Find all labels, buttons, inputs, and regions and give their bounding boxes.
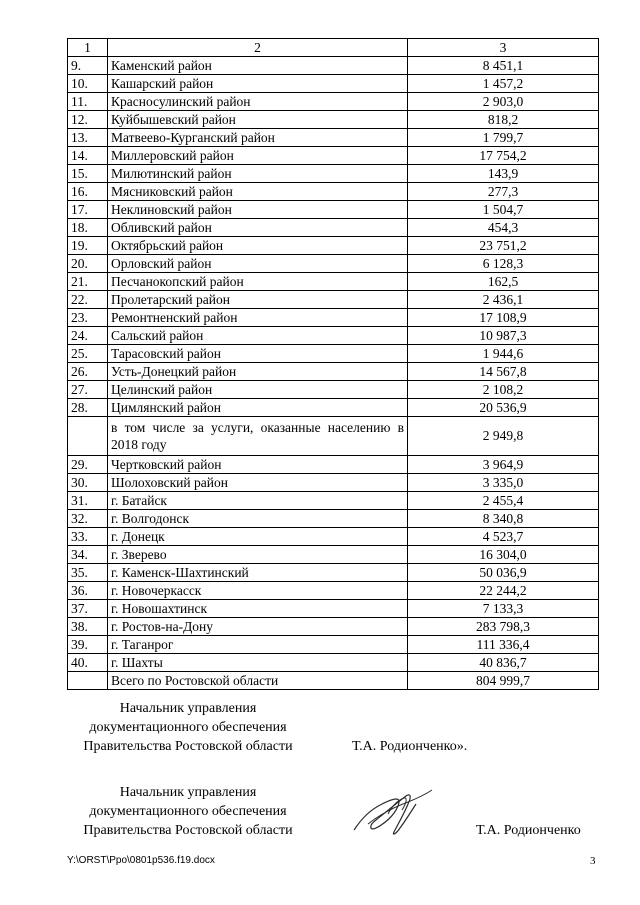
row-name-cell: Песчанокопский район: [108, 273, 408, 291]
row-name-cell: Усть-Донецкий район: [108, 363, 408, 381]
signature-title-line: Начальник управления: [119, 701, 257, 716]
row-number-cell: 22.: [68, 291, 108, 309]
table-row: [68, 546, 599, 564]
row-value-cell: 14 567,8: [408, 363, 599, 381]
row-value-cell: 2 108,2: [408, 381, 599, 399]
table-row: [68, 291, 599, 309]
row-value-cell: 16 304,0: [408, 546, 599, 564]
table-row: [68, 510, 599, 528]
row-name-cell: Тарасовский район: [108, 345, 408, 363]
row-value-cell: 1 799,7: [408, 129, 599, 147]
row-name-cell: г. Ростов-на-Дону: [108, 618, 408, 636]
header-cell-3: 3: [408, 39, 599, 57]
row-number-cell: 29.: [68, 456, 108, 474]
row-name-cell: Всего по Ростовской области: [108, 672, 408, 690]
row-number-cell: 11.: [68, 93, 108, 111]
row-value-cell: 111 336,4: [408, 636, 599, 654]
row-value-cell: 8 340,8: [408, 510, 599, 528]
row-number-cell: 24.: [68, 327, 108, 345]
row-value-cell: 1 504,7: [408, 201, 599, 219]
table-row: [68, 111, 599, 129]
row-name-cell: Красносулинский район: [108, 93, 408, 111]
row-name-cell: Неклиновский район: [108, 201, 408, 219]
row-number-cell: 40.: [68, 654, 108, 672]
row-value-cell: 283 798,3: [408, 618, 599, 636]
row-value-cell: 1 457,2: [408, 75, 599, 93]
row-name-cell: Шолоховский район: [108, 474, 408, 492]
table-row: [68, 381, 599, 399]
table-row: [68, 600, 599, 618]
row-value-cell: 818,2: [408, 111, 599, 129]
row-value-cell: 454,3: [408, 219, 599, 237]
row-number-cell: 10.: [68, 75, 108, 93]
row-number-cell: [68, 417, 108, 456]
table-row: [68, 201, 599, 219]
signature-title-line: документационного обеспечения: [89, 720, 287, 735]
row-name-cell: г. Донецк: [108, 528, 408, 546]
row-name-cell: Цимлянский район: [108, 399, 408, 417]
table-row: [68, 636, 599, 654]
signature-title-line: Правительства Ростовской области: [83, 739, 293, 754]
row-value-cell: 17 108,9: [408, 309, 599, 327]
handwritten-signature: [348, 780, 438, 842]
row-value-cell: 8 451,1: [408, 57, 599, 75]
row-number-cell: 21.: [68, 273, 108, 291]
signature-block-1: [58, 699, 618, 759]
table-row: [68, 165, 599, 183]
table-row: [68, 255, 599, 273]
table-row: [68, 75, 599, 93]
row-number-cell: 26.: [68, 363, 108, 381]
row-value-cell: 804 999,7: [408, 672, 599, 690]
row-value-cell: 7 133,3: [408, 600, 599, 618]
table-row: [68, 492, 599, 510]
row-number-cell: 35.: [68, 564, 108, 582]
row-name-cell: г. Зверево: [108, 546, 408, 564]
row-name-cell: Октябрьский район: [108, 237, 408, 255]
page-number: 3: [590, 855, 596, 867]
table-row: [68, 363, 599, 381]
row-value-cell: 277,3: [408, 183, 599, 201]
row-name-cell: Мясниковский район: [108, 183, 408, 201]
row-value-cell: 22 244,2: [408, 582, 599, 600]
row-number-cell: 31.: [68, 492, 108, 510]
signature-title: [58, 783, 318, 840]
table-row: [68, 564, 599, 582]
row-number-cell: 28.: [68, 399, 108, 417]
table-row: [68, 237, 599, 255]
row-name-cell: Каменский район: [108, 57, 408, 75]
row-number-cell: 34.: [68, 546, 108, 564]
table-row: [68, 327, 599, 345]
table-row: [68, 219, 599, 237]
table-row: [68, 654, 599, 672]
table-body: [68, 39, 599, 690]
row-value-cell: 1 944,6: [408, 345, 599, 363]
table-row: [68, 474, 599, 492]
table-row: [68, 147, 599, 165]
table-row: [68, 456, 599, 474]
row-name-cell: Сальский район: [108, 327, 408, 345]
row-name-cell: г. Таганрог: [108, 636, 408, 654]
table-row: [68, 582, 599, 600]
row-name-cell: Пролетарский район: [108, 291, 408, 309]
row-value-cell: 3 964,9: [408, 456, 599, 474]
table-row: [68, 273, 599, 291]
header-cell-2: 2: [108, 39, 408, 57]
table-row: [68, 93, 599, 111]
row-name-cell: Обливский район: [108, 219, 408, 237]
row-name-cell: Ремонтненский район: [108, 309, 408, 327]
row-name-cell: г. Новошахтинск: [108, 600, 408, 618]
data-table: [67, 38, 599, 690]
table-row-note: [68, 417, 599, 456]
row-number-cell: 39.: [68, 636, 108, 654]
row-number-cell: 32.: [68, 510, 108, 528]
header-cell-1: 1: [68, 39, 108, 57]
row-number-cell: 17.: [68, 201, 108, 219]
row-name-cell: в том числе за услуги, оказанные населению в 2018 году: [108, 417, 408, 456]
signature-block-2: [58, 783, 618, 843]
table-row: [68, 129, 599, 147]
row-number-cell: 25.: [68, 345, 108, 363]
row-name-cell: Миллеровский район: [108, 147, 408, 165]
table-header-row: [68, 39, 599, 57]
signatory-name: Т.А. Родионченко: [476, 823, 581, 838]
row-value-cell: 4 523,7: [408, 528, 599, 546]
table-row: [68, 57, 599, 75]
signature-title-line: документационного обеспечения: [89, 804, 287, 819]
table-row: [68, 399, 599, 417]
row-value-cell: 23 751,2: [408, 237, 599, 255]
row-name-cell: г. Новочеркасск: [108, 582, 408, 600]
row-number-cell: 37.: [68, 600, 108, 618]
row-value-cell: 6 128,3: [408, 255, 599, 273]
row-number-cell: 19.: [68, 237, 108, 255]
row-number-cell: 13.: [68, 129, 108, 147]
row-number-cell: 9.: [68, 57, 108, 75]
row-number-cell: 36.: [68, 582, 108, 600]
row-value-cell: 3 335,0: [408, 474, 599, 492]
row-name-cell: Орловский район: [108, 255, 408, 273]
row-name-cell: г. Каменск-Шахтинский: [108, 564, 408, 582]
row-name-cell: г. Шахты: [108, 654, 408, 672]
table-row: [68, 345, 599, 363]
row-value-cell: 17 754,2: [408, 147, 599, 165]
row-value-cell: 2 455,4: [408, 492, 599, 510]
row-number-cell: 12.: [68, 111, 108, 129]
table-row: [68, 183, 599, 201]
table-row: [68, 528, 599, 546]
row-number-cell: 27.: [68, 381, 108, 399]
row-value-cell: 162,5: [408, 273, 599, 291]
row-name-cell: Куйбышевский район: [108, 111, 408, 129]
table-row: [68, 618, 599, 636]
row-name-cell: Чертковский район: [108, 456, 408, 474]
signature-title: [58, 699, 318, 756]
row-number-cell: 23.: [68, 309, 108, 327]
table-row: [68, 309, 599, 327]
row-value-cell: 2 949,8: [408, 417, 599, 456]
row-value-cell: 143,9: [408, 165, 599, 183]
footer-file-path: Y:\ORST\Ppo\0801p536.f19.docx: [67, 855, 215, 866]
row-value-cell: 10 987,3: [408, 327, 599, 345]
signature-title-line: Правительства Ростовской области: [83, 823, 293, 838]
row-name-cell: г. Батайск: [108, 492, 408, 510]
row-number-cell: [68, 672, 108, 690]
row-number-cell: 14.: [68, 147, 108, 165]
row-value-cell: 40 836,7: [408, 654, 599, 672]
row-number-cell: 18.: [68, 219, 108, 237]
row-number-cell: 33.: [68, 528, 108, 546]
row-number-cell: 20.: [68, 255, 108, 273]
table-row: [68, 672, 599, 690]
row-number-cell: 16.: [68, 183, 108, 201]
row-number-cell: 38.: [68, 618, 108, 636]
signature-title-line: Начальник управления: [119, 785, 257, 800]
row-number-cell: 15.: [68, 165, 108, 183]
row-number-cell: 30.: [68, 474, 108, 492]
row-value-cell: 20 536,9: [408, 399, 599, 417]
row-name-cell: Кашарский район: [108, 75, 408, 93]
row-name-cell: Милютинский район: [108, 165, 408, 183]
row-value-cell: 2 436,1: [408, 291, 599, 309]
row-name-cell: Матвеево-Курганский район: [108, 129, 408, 147]
row-name-cell: г. Волгодонск: [108, 510, 408, 528]
row-value-cell: 50 036,9: [408, 564, 599, 582]
signatory-name: Т.А. Родионченко».: [352, 739, 468, 754]
row-name-cell: Целинский район: [108, 381, 408, 399]
row-value-cell: 2 903,0: [408, 93, 599, 111]
